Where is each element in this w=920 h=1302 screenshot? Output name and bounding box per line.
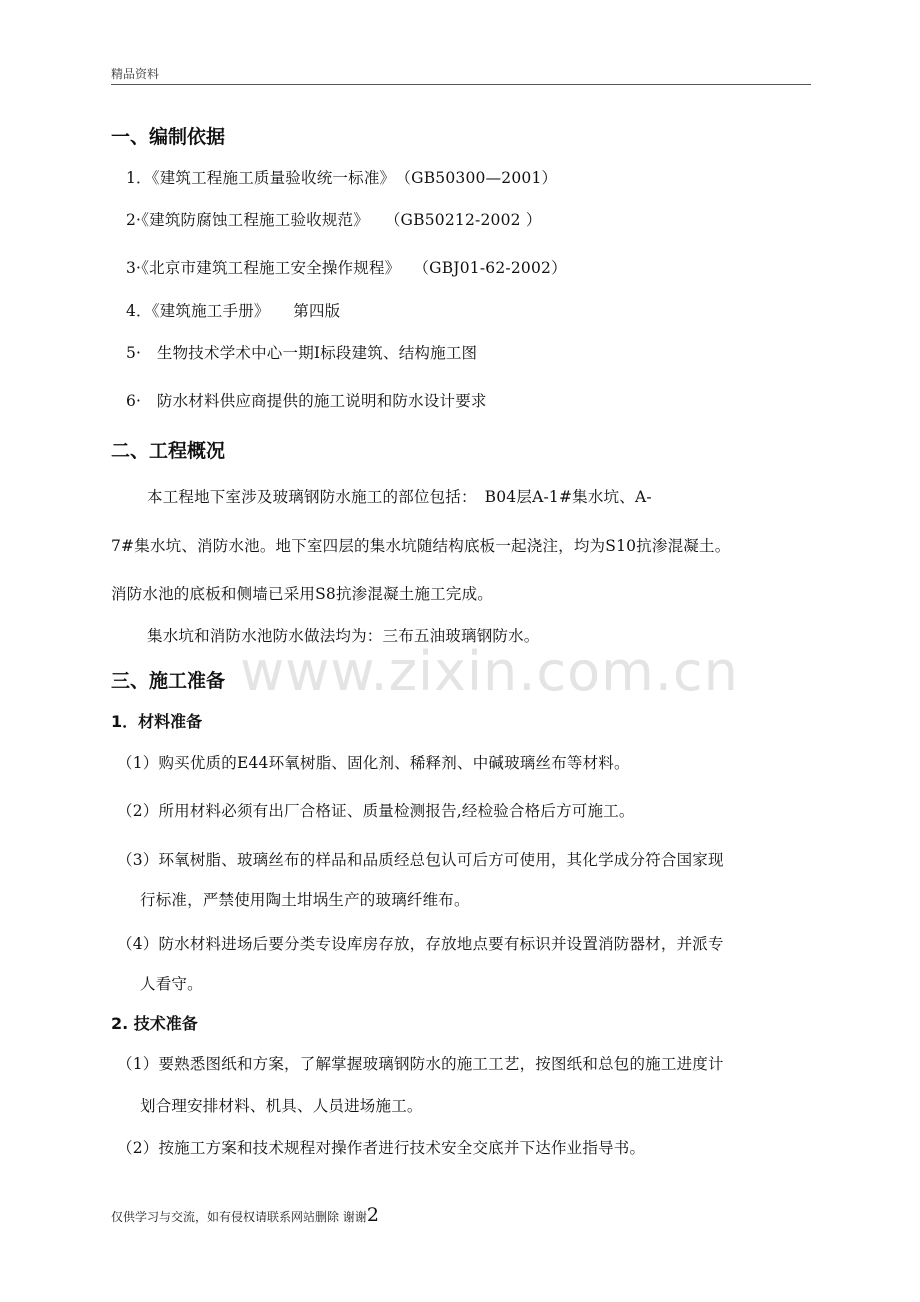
list-item: （2）按施工方案和技术规程对操作者进行技术安全交底并下达作业指导书。 <box>117 1139 646 1157</box>
watermark: www.zixin.com.cn <box>240 640 739 703</box>
list-item: （2）所用材料必须有出厂合格证、质量检测报告,经检验合格后方可施工。 <box>117 802 635 820</box>
list-item: 1．《建筑工程施工质量验收统一标准》 （GB50300—2001） <box>126 169 558 187</box>
paragraph-line: 集水坑和消防水池防水做法均为：三布五油玻璃钢防水。 <box>147 627 540 645</box>
paragraph-line: 7#集水坑、消防水池。地下室四层的集水坑随结构底板一起浇注，均为S10抗渗混凝土。 <box>111 537 731 555</box>
section-title-preparation: 三、施工准备 <box>111 670 226 692</box>
list-item-continuation: 行标准，严禁使用陶土坩埚生产的玻璃纤维布。 <box>140 891 470 909</box>
list-item: （1）要熟悉图纸和方案，了解掌握玻璃钢防水的施工工艺，按图纸和总包的施工进度计 <box>117 1055 724 1073</box>
list-item: 5· 生物技术学术中心一期I标段建筑、结构施工图 <box>126 344 478 362</box>
list-item-continuation: 划合理安排材料、机具、人员进场施工。 <box>140 1097 423 1115</box>
paragraph-line: 本工程地下室涉及玻璃钢防水施工的部位包括： B04层A-1#集水坑、A- <box>147 488 652 506</box>
list-item: （3）环氧树脂、玻璃丝布的样品和品质经总包认可后方可使用，其化学成分符合国家现 <box>117 851 724 869</box>
list-item: 6· 防水材料供应商提供的施工说明和防水设计要求 <box>126 392 487 410</box>
subsection-title-materials: 1．材料准备 <box>111 712 203 731</box>
list-item: 4．《建筑施工手册》 第四版 <box>126 302 341 320</box>
footer-note: 仅供学习与交流，如有侵权请联系网站删除 谢谢 <box>111 1210 367 1224</box>
list-item: （4）防水材料进场后要分类专设库房存放，存放地点要有标识并设置消防器材，并派专 <box>117 935 724 953</box>
list-item: 3·《北京市建筑工程施工安全操作规程》 （GBJ01-62-2002） <box>126 259 567 277</box>
header-rule <box>111 84 811 85</box>
subsection-title-technical: 2. 技术准备 <box>111 1014 198 1033</box>
header-label: 精品资料 <box>111 67 160 81</box>
section-title-basis: 一、编制依据 <box>111 126 226 148</box>
page-number: 2 <box>366 1204 379 1226</box>
paragraph-line: 消防水池的底板和侧墙已采用S8抗渗混凝土施工完成。 <box>111 585 493 603</box>
list-item-continuation: 人看守。 <box>140 975 203 993</box>
section-title-overview: 二、工程概况 <box>111 440 226 462</box>
list-item: 2·《建筑防腐蚀工程施工验收规范》 （GB50212-2002 ） <box>126 211 542 229</box>
footer <box>111 1204 379 1226</box>
list-item: （1）购买优质的E44环氧树脂、固化剂、稀释剂、中碱玻璃丝布等材料。 <box>117 754 630 772</box>
